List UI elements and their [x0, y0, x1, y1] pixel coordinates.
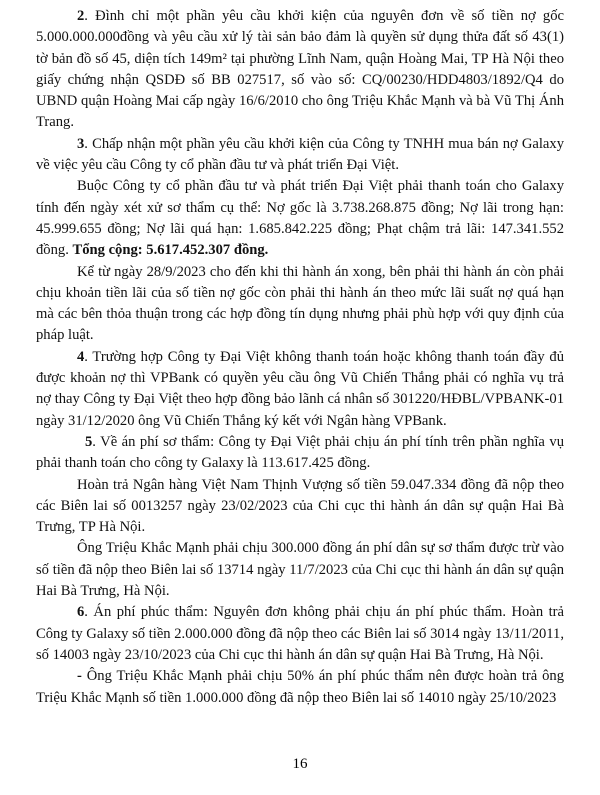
paragraph-text: . Chấp nhận một phần yêu cầu khởi kiện của Công ty TNHH mua bán nợ Galaxy về việc yêu cầu Công ty cổ phần đầu tư và phát triển Đại Việt. [36, 135, 564, 174]
total-amount: Tổng cộng: 5.617.452.307 đồng. [72, 242, 269, 259]
paragraph-text: . Trường hợp Công ty Đại Việt không thanh toán hoặc không thanh toán đầy đủ được khoản nợ thì VPBank có quyền yêu cầu ông Vũ Chiến Thắng phải có nghĩa vụ trả nợ thay Công ty Đại Việt theo hợp đồng bảo lãnh cá nhân số 301220/HĐBL/VPBANK-01 ngày 31/12/2020 ông Vũ Chiến Thắng ký kết với Ngân hàng VPBank. [36, 348, 564, 429]
paragraph-text: Kể từ ngày 28/9/2023 cho đến khi thi hành án xong, bên phải thi hành án còn phải chịu khoản tiền lãi của số tiền nợ gốc còn phải thi hành án theo mức lãi suất nợ quá hạn mà các bên thỏa thuận trong các hợp đồng tín dụng nhưng phải phù hợp với quy định của pháp luật. [36, 263, 564, 344]
paragraph-4 [36, 347, 564, 432]
paragraph-payment-order [36, 176, 564, 261]
paragraph-6 [36, 602, 564, 666]
paragraph-text: . Về án phí sơ thẩm: Công ty Đại Việt phải chịu án phí tính trên phần nghĩa vụ phải thanh toán cho công ty Galaxy là 113.617.425 đồng. [36, 433, 564, 472]
paragraph-text: . Án phí phúc thẩm: Nguyên đơn không phải chịu án phí phúc thẩm. Hoàn trả Công ty Galaxy số tiền 2.000.000 đồng đã nộp theo các Biên lai số 3014 ngày 13/11/2011, số 14003 ngày 23/10/2023 của Chi cục thi hành án dân sự quận Hai Bà Trưng, Hà Nội. [36, 604, 564, 663]
bullet-dash: - [77, 668, 82, 685]
item-number: 2 [77, 8, 85, 24]
paragraph-5 [36, 432, 564, 475]
paragraph-refund-bank [36, 475, 564, 539]
paragraph-text: . Đình chỉ một phần yêu cầu khởi kiện của nguyên đơn về số tiền nợ gốc 5.000.000.000đồng và yêu cầu xử lý tài sản bảo đảm là quyền sử dụng thửa đất số 43(1) tờ bản đồ số 45, diện tích 149m² tại phường Lĩnh Nam, quận Hoàng Mai, TP Hà Nội theo giấy chứng nhận QSDĐ số BB 027517, số vào số: CQ/00230/HDD4803/1892/Q4 do UBND quận Hoàng Mai cấp ngày 16/6/2010 cho ông Triệu Khắc Mạnh và bà Vũ Thị Ánh Trang. [36, 8, 564, 131]
paragraph-text: Ông Triệu Khắc Mạnh phải chịu 50% án phí phúc thẩm nên được hoàn trả ông Triệu Khắc Mạnh số tiền 1.000.000 đồng đã nộp theo Biên lai số 14010 ngày 25/10/2023 [36, 668, 564, 706]
paragraph-appeal-fee [36, 666, 564, 709]
paragraph-2 [36, 6, 564, 134]
paragraph-fee-individual [36, 538, 564, 602]
paragraph-text: Ông Triệu Khắc Mạnh phải chịu 300.000 đồng án phí dân sự sơ thẩm được trừ vào số tiền đã nộp theo Biên lai số 13714 ngày 11/7/2023 của Chi cục thi hành án dân sự quận Hai Bà Trưng, Hà Nội. [36, 540, 564, 600]
item-number: 3 [77, 135, 85, 152]
paragraph-3 [36, 134, 564, 177]
paragraph-text: Buộc Công ty cổ phần đầu tư và phát triển Đại Việt phải thanh toán cho Galaxy tính đến ngày xét xử sơ thẩm cụ thể: Nợ gốc là 3.738.268.875 đồng; Nợ lãi trong hạn: 45.999.655 đồng; Nợ lãi quá hạn: 1.685.842.225 đồng; Phạt chậm trả lãi: 147.341.552 đồng. [36, 178, 564, 259]
item-number: 4 [77, 348, 85, 365]
paragraph-interest [36, 262, 564, 347]
item-number: 5 [85, 433, 93, 450]
paragraph-text: Hoàn trả Ngân hàng Việt Nam Thịnh Vượng số tiền 59.047.334 đồng đã nộp theo các Biên lai số 0013257 ngày 23/02/2023 của Chi cục thi hành án dân sự quận Hai Bà Trưng, TP Hà Nội. [36, 476, 564, 536]
page-number: 16 [292, 756, 308, 772]
item-number: 6 [77, 604, 85, 621]
